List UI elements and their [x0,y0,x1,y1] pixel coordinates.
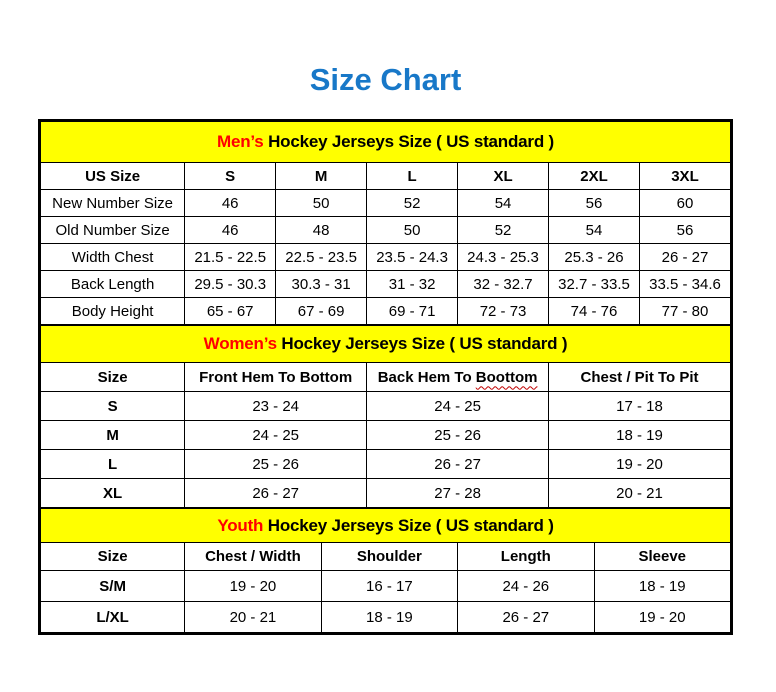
table-row [41,190,731,217]
size-value: 30.3 - 31 [276,271,367,298]
size-value: 26 - 27 [185,479,367,508]
mens-section-rest: Hockey Jerseys Size ( US standard ) [263,132,554,151]
row-label: L/XL [41,602,185,633]
mens-column-header-row [41,163,731,190]
row-label: L [41,450,185,479]
column-header: Chest / Width [185,543,321,571]
table-row [41,450,731,479]
row-label: Width Chest [41,244,185,271]
mens-size-table [40,121,731,325]
size-value: 32 - 32.7 [458,271,549,298]
womens-section-accent: Women’s [203,334,277,353]
size-value: 72 - 73 [458,298,549,325]
table-row [41,421,731,450]
column-header: 2XL [549,163,640,190]
size-value: 60 [639,190,730,217]
size-value: 33.5 - 34.6 [639,271,730,298]
size-value: 25 - 26 [185,450,367,479]
row-label: XL [41,479,185,508]
row-label: New Number Size [41,190,185,217]
table-row [41,479,731,508]
size-value: 26 - 27 [458,602,594,633]
womens-size-table [40,325,731,508]
size-value: 54 [458,190,549,217]
mens-section-title [41,122,731,163]
size-value: 22.5 - 23.5 [276,244,367,271]
table-row [41,392,731,421]
misspelled-word: Boottom [475,368,538,386]
size-value: 18 - 19 [594,571,730,602]
size-value: 20 - 21 [549,479,731,508]
size-value: 50 [276,190,367,217]
size-value: 25.3 - 26 [549,244,640,271]
size-value: 31 - 32 [367,271,458,298]
mens-section-accent: Men’s [217,132,264,151]
row-label: M [41,421,185,450]
size-value: 32.7 - 33.5 [549,271,640,298]
column-header: XL [458,163,549,190]
size-value: 26 - 27 [639,244,730,271]
youth-section-title [41,509,731,543]
womens-column-header-row [41,363,731,392]
size-value: 56 [639,217,730,244]
size-value: 18 - 19 [321,602,457,633]
size-value: 23.5 - 24.3 [367,244,458,271]
column-header: Shoulder [321,543,457,571]
youth-section-rest: Hockey Jerseys Size ( US standard ) [263,515,554,535]
youth-size-table [40,508,731,633]
table-row [41,217,731,244]
size-value: 27 - 28 [367,479,549,508]
size-value: 46 [185,217,276,244]
column-header: Size [41,363,185,392]
row-label: S [41,392,185,421]
size-value: 24 - 26 [458,571,594,602]
table-row [41,571,731,602]
size-value: 52 [458,217,549,244]
table-row [41,271,731,298]
size-value: 26 - 27 [367,450,549,479]
womens-section-header [41,326,731,363]
column-header: Sleeve [594,543,730,571]
size-value: 24 - 25 [185,421,367,450]
size-value: 65 - 67 [185,298,276,325]
column-header: 3XL [639,163,730,190]
size-value: 77 - 80 [639,298,730,325]
table-row [41,602,731,633]
column-header: Size [41,543,185,571]
size-value: 17 - 18 [549,392,731,421]
mens-section-header [41,122,731,163]
size-value: 24 - 25 [367,392,549,421]
row-label: Back Length [41,271,185,298]
size-value: 29.5 - 30.3 [185,271,276,298]
size-value: 54 [549,217,640,244]
row-label: Old Number Size [41,217,185,244]
column-header: S [185,163,276,190]
column-header: Chest / Pit To Pit [549,363,731,392]
row-label: S/M [41,571,185,602]
column-header: Length [458,543,594,571]
youth-section-accent: Youth [217,515,264,535]
column-header: Front Hem To Bottom [185,363,367,392]
size-value: 46 [185,190,276,217]
womens-section-title [41,326,731,363]
size-value: 69 - 71 [367,298,458,325]
size-value: 21.5 - 22.5 [185,244,276,271]
youth-column-header-row [41,543,731,571]
size-value: 20 - 21 [185,602,321,633]
size-value: 19 - 20 [549,450,731,479]
page-title: Size Chart [309,62,462,97]
size-value: 19 - 20 [185,571,321,602]
size-value: 52 [367,190,458,217]
size-value: 18 - 19 [549,421,731,450]
column-header: M [276,163,367,190]
youth-section-header [41,509,731,543]
size-value: 48 [276,217,367,244]
table-row [41,298,731,325]
size-value: 19 - 20 [594,602,730,633]
size-value: 74 - 76 [549,298,640,325]
size-value: 23 - 24 [185,392,367,421]
size-value: 50 [367,217,458,244]
size-value: 56 [549,190,640,217]
column-header-text: Back Hem To [377,368,476,386]
row-label: Body Height [41,298,185,325]
column-header [367,363,549,392]
womens-section-rest: Hockey Jerseys Size ( US standard ) [276,334,568,353]
size-chart-container [38,119,733,635]
size-value: 25 - 26 [367,421,549,450]
column-header: L [367,163,458,190]
size-value: 67 - 69 [276,298,367,325]
table-row [41,244,731,271]
size-value: 16 - 17 [321,571,457,602]
column-header: US Size [41,163,185,190]
size-value: 24.3 - 25.3 [458,244,549,271]
